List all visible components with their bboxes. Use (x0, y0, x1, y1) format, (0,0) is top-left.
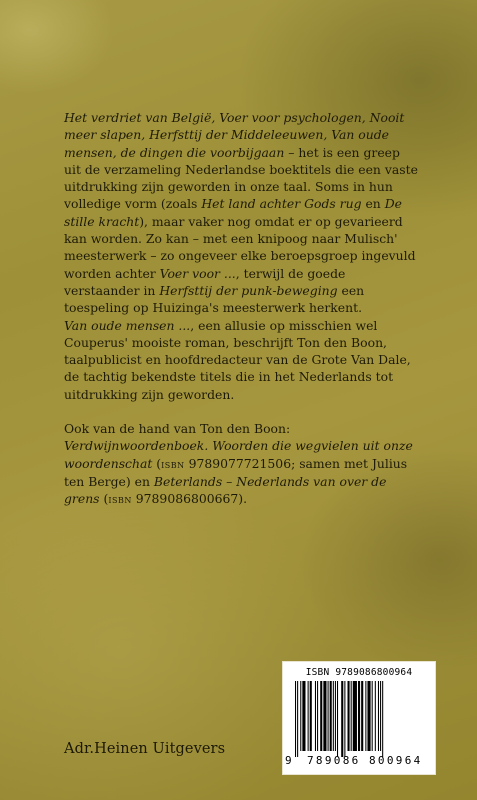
barcode-bar (308, 681, 309, 751)
barcode-bar (337, 681, 338, 757)
barcode-bar (317, 681, 318, 751)
blurb-text-segment: ), maar vaker nog omdat er op gevarieerd kan worden. Zo kan – met een knipoog naar Mulisch' meesterwerk – zo ongeveer elke beroepsgroep ingevuld worden achter (64, 213, 416, 281)
blurb-text-segment: , terwijl de goede verstaander in (64, 265, 346, 298)
blurb-text-segment: – het is een greep uit de verzameling Nederlandse boektitels die een vaste uitdrukking zijn geworden in onze taal. Soms in hun volledige vorm (zoals (64, 144, 418, 212)
title-reference: Verdwijnwoordenboek. Woorden die wegvielen uit onze woordenschat (64, 438, 413, 471)
blurb-text-segment: 9789077721506; samen met Julius ten Berge) en (64, 455, 408, 489)
barcode-bar (297, 681, 298, 757)
barcode-bar (330, 681, 332, 751)
barcode-bar (378, 681, 379, 751)
title-reference: De stille kracht (64, 196, 403, 229)
barcode-bar (358, 681, 360, 751)
barcode-bar (323, 681, 326, 751)
blurb-text (64, 109, 420, 509)
isbn-barcode (282, 661, 436, 775)
barcode-bar (380, 681, 381, 751)
barcode-bar (295, 681, 296, 757)
blurb-paragraph-2 (64, 317, 420, 403)
blurb-text-segment: 9789086800667). (131, 491, 248, 507)
blurb-text-segment: en (361, 196, 385, 212)
barcode-bar (361, 681, 363, 751)
barcode-bar (351, 681, 352, 751)
barcode-bar (302, 681, 305, 751)
barcode-bar (375, 681, 376, 751)
barcode-bar (344, 681, 345, 757)
title-reference: Van oude mensen ... (64, 317, 191, 333)
barcode-bar (372, 681, 373, 751)
isbn-first-digit: 9 (285, 754, 292, 767)
barcode-bar (320, 681, 322, 751)
isbn-right-digits: 800964 (369, 754, 423, 767)
barcode-bar (300, 681, 301, 751)
title-reference: Het land achter Gods rug (201, 196, 362, 212)
barcode-bar (348, 681, 350, 751)
title-reference: Herfsttij der punk-beweging (159, 282, 338, 298)
barcode-bar (333, 681, 334, 751)
blurb-paragraph-1 (64, 109, 420, 317)
barcode-bars (295, 681, 423, 757)
also-by-heading: Ook van de hand van Ton den Boon: (64, 421, 291, 437)
blurb-text-segment: ( (99, 491, 109, 507)
title-reference: Het verdriet van België, Voer voor psychologen, Nooit meer slapen, Herfsttij der Middeleeuwen, Van oude mensen, de dingen die voorbijgaan (64, 110, 405, 160)
barcode-bar (365, 681, 366, 751)
barcode-bar (367, 681, 370, 751)
isbn-abbrev: isbn (108, 492, 132, 507)
barcode-bar (341, 681, 343, 757)
barcode-bar (382, 681, 383, 757)
barcode-bar (353, 681, 357, 751)
title-reference: Voer voor ... (159, 265, 236, 281)
barcode-bar (328, 681, 329, 751)
isbn-abbrev: isbn (161, 456, 185, 471)
blurb-text-segment: , een allusie op misschien wel Couperus' mooiste roman, beschrijft Ton den Boon, taalpublicist en hoofdredacteur van de Grote Van Dale, de tachtig bekendste titels die in het Nederlands tot uitdrukking zijn geworden. (64, 317, 411, 402)
isbn-left-digits: 789086 (307, 754, 361, 767)
barcode-bar (335, 681, 336, 751)
blurb-text-segment: ( (152, 455, 162, 471)
blurb-text-segment: een toespeling op Huizinga's meesterwerk herkent. (64, 282, 365, 316)
isbn-label: ISBN 9789086800964 (305, 667, 413, 678)
title-reference: Beterlands – Nederlands van over de grens (64, 473, 387, 507)
barcode-bar (310, 681, 312, 751)
also-by-author (64, 420, 420, 508)
publisher-name: Adr.Heinen Uitgevers (64, 741, 226, 757)
barcode-bar (315, 681, 316, 751)
